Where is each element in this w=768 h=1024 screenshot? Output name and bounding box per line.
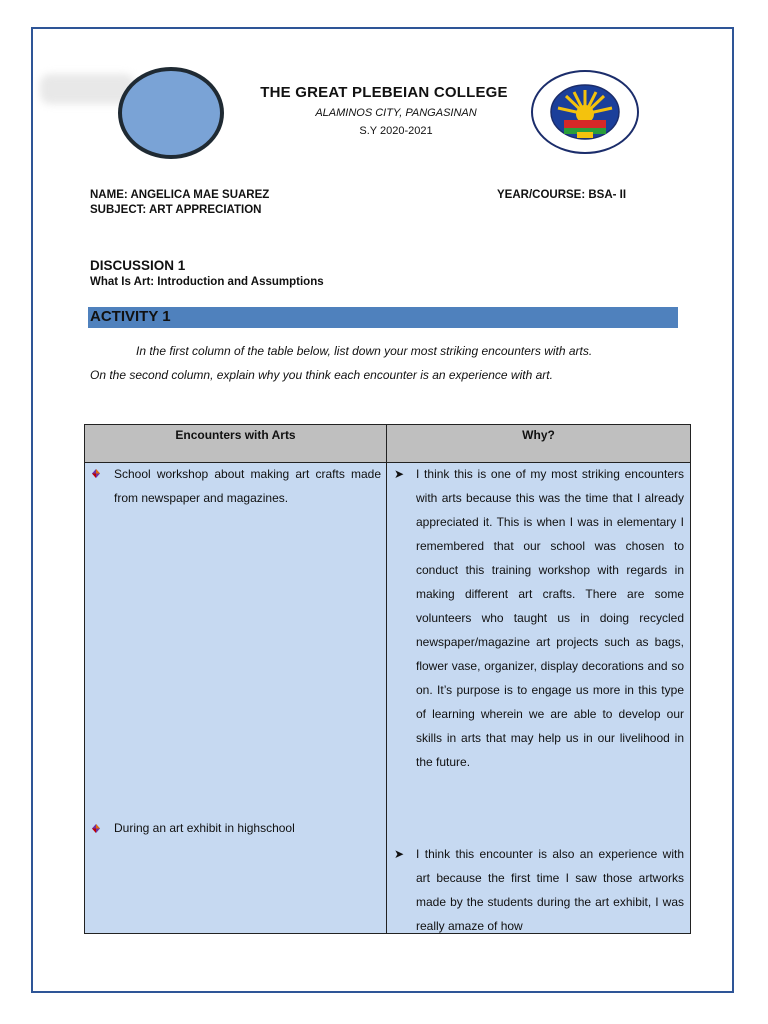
subject: SUBJECT: ART APPRECIATION <box>90 204 262 216</box>
table-row-1-encounter: School workshop about making art crafts made from newspaper and magazines. <box>114 467 381 505</box>
discussion-title: DISCUSSION 1 <box>90 258 186 273</box>
college-city: ALAMINOS CITY, PANGASINAN <box>315 107 477 119</box>
activity-label: ACTIVITY 1 <box>90 308 171 325</box>
table-row-2-why: I think this encounter is also an experience with art because the first time I saw those artworks made by the students during the art exhibit, I was really amaze of how <box>416 847 684 933</box>
activity-bar <box>88 307 678 328</box>
table-column-encounters <box>85 463 387 933</box>
table-row-1-why: I think this is one of my most striking encounters with arts because this was the time that I already appreciated it. This is when I was in elementary I remembered that our school was chosen to conduct this training workshop with regards in making different art crafts. There are some volunteers who taught us in doing recycled newspaper/magazine art projects such as bags, flower vase, organizer, display decorations and so on. It’s purpose is to engage us more in this type of learning wherein we are able to develop our skills in arts that may help us in our livelihood in the future. <box>416 467 684 769</box>
discussion-subtitle: What Is Art: Introduction and Assumptions <box>90 276 324 288</box>
school-year: S.Y 2020-2021 <box>359 125 433 137</box>
arrow-bullet-icon: ➤ <box>394 847 405 861</box>
table-header-encounters: Encounters with Arts <box>85 425 387 462</box>
student-name: NAME: ANGELICA MAE SUAREZ <box>90 189 270 201</box>
arrow-bullet-icon: ➤ <box>394 467 405 481</box>
year-course: YEAR/COURSE: BSA- II <box>497 189 627 201</box>
table-column-why <box>387 463 690 933</box>
encounters-table <box>84 424 691 934</box>
table-header-why: Why? <box>387 425 690 462</box>
diamond-bullet-icon <box>92 824 100 833</box>
college-name: THE GREAT PLEBEIAN COLLEGE <box>260 84 508 101</box>
instruction-line-2: On the second column, explain why you think each encounter is an experience with art. <box>90 368 553 382</box>
instruction-line-1: In the first column of the table below, list down your most striking encounters with arts. <box>136 344 593 358</box>
diamond-bullet-icon <box>92 469 100 478</box>
table-row-2-encounter: During an art exhibit in highschool <box>114 821 295 835</box>
